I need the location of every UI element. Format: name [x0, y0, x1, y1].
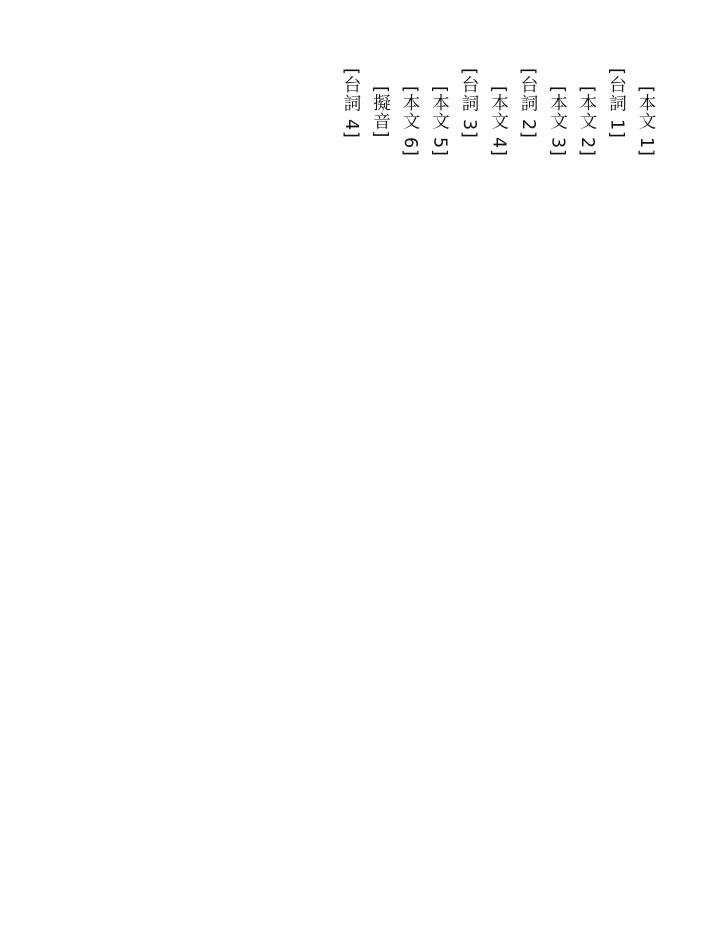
- paragraph: [本文 5]: [429, 85, 450, 157]
- paragraph: [本文 4]: [488, 85, 509, 157]
- dialogue: [台詞 1]: [606, 68, 627, 139]
- dialogue: [台詞 2]: [518, 68, 538, 139]
- paragraph: [本文 1]: [636, 85, 656, 157]
- dialogue: [台詞 4]: [341, 68, 361, 139]
- sound-effect: [擬音]: [370, 85, 391, 138]
- paragraph: [本文 3]: [547, 85, 568, 157]
- paragraph: [本文 6]: [400, 85, 420, 157]
- vertical-text-page: [60, 68, 660, 868]
- paragraph: [本文 2]: [577, 85, 597, 157]
- dialogue: [台詞 3]: [459, 68, 479, 139]
